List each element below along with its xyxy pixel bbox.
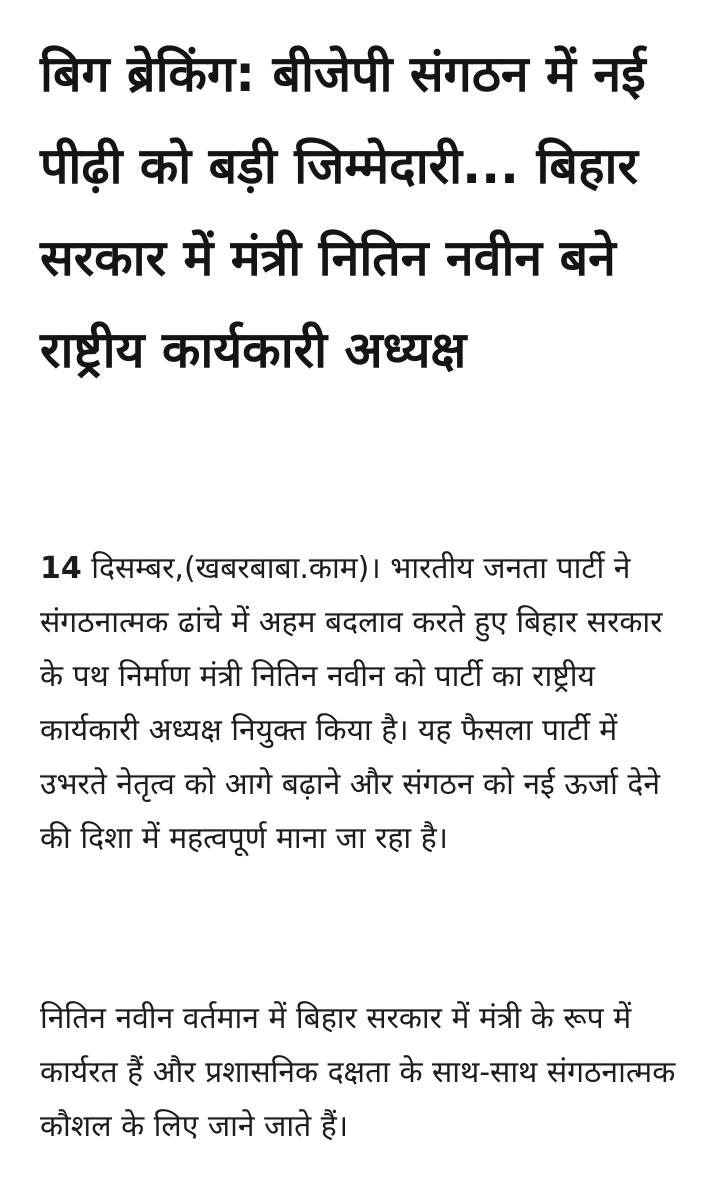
article	[40, 28, 690, 1144]
article-headline: बिग ब्रेकिंग: बीजेपी संगठन में नई पीढ़ी को बड़ी जिम्मेदारी... बिहार सरकार में मंत्री नितिन नवीन बने राष्ट्रीय कार्यकारी अध्यक्ष	[40, 45, 646, 379]
article-paragraph-1	[40, 542, 690, 866]
article-paragraph-1-text: दिसम्बर,(खबरबाबा.काम)। भारतीय जनता पार्टी ने संगठनात्मक ढांचे में अहम बदलाव करते हुए बिहार सरकार के पथ निर्माण मंत्री नितिन नवीन को पार्टी का राष्ट्रीय कार्यकारी अध्यक्ष नियुक्त किया है। यह फैसला पार्टी में उभरते नेतृत्व को आगे बढ़ाने और संगठन को नई ऊर्जा देने की दिशा में महत्वपूर्ण माना जा रहा है।	[40, 551, 663, 856]
article-paragraph-2: नितिन नवीन वर्तमान में बिहार सरकार में मंत्री के रूप में कार्यरत हैं और प्रशासनिक दक्षता के साथ-साथ संगठनात्मक कौशल के लिए जाने जाते हैं।	[40, 1001, 676, 1144]
article-date: 14	[40, 551, 82, 586]
